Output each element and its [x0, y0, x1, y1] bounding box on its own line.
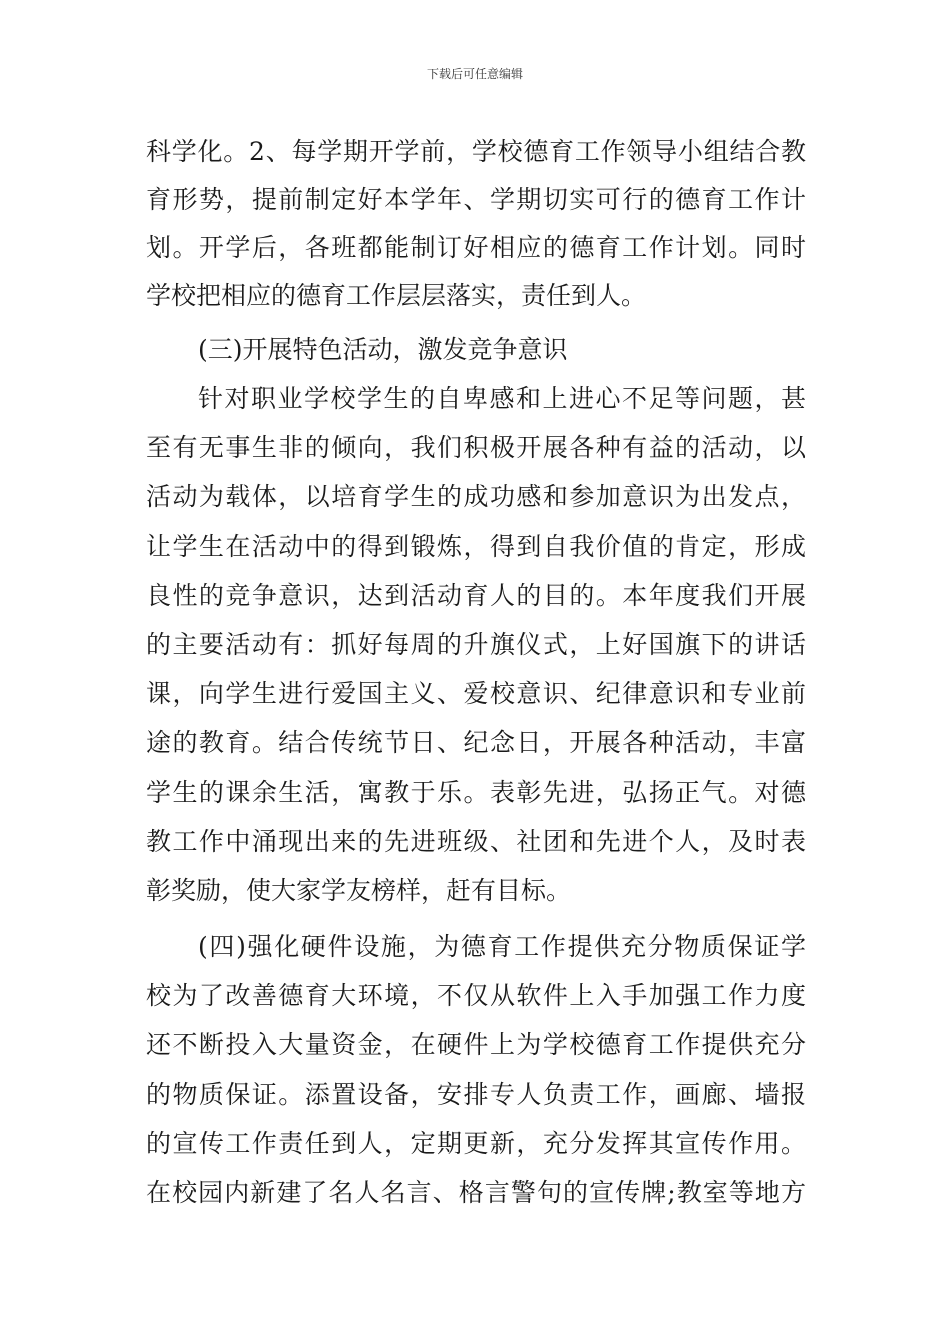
text-line: 还不断投入大量资金，在硬件上为学校德育工作提供充分	[146, 1030, 806, 1059]
text-line: 良性的竞争意识，达到活动育人的目的。本年度我们开展	[146, 581, 806, 610]
text-line: 途的教育。结合传统节日、纪念日，开展各种活动，丰富	[146, 728, 806, 757]
text-line: 的物质保证。添置设备，安排专人负责工作，画廊、墙报	[146, 1080, 806, 1109]
text-line: 课，向学生进行爱国主义、爱校意识、纪律意识和专业前	[146, 679, 806, 708]
text-line: 彰奖励，使大家学友榜样，赶有目标。	[146, 876, 572, 905]
text-line: 让学生在活动中的得到锻炼，得到自我价值的肯定，形成	[146, 532, 806, 561]
section-heading: (三)开展特色活动，激发竞争意识	[198, 335, 568, 364]
text-line: 学校把相应的德育工作层层落实，责任到人。	[146, 281, 647, 310]
text-line: 活动为载体，以培育学生的成功感和参加意识为出发点，	[146, 482, 806, 511]
text-line: 的主要活动有：抓好每周的升旗仪式，上好国旗下的讲话	[146, 630, 806, 659]
text-line: 划。开学后，各班都能制订好相应的德育工作计划。同时	[146, 233, 806, 262]
text-line: 的宣传工作责任到人，定期更新，充分发挥其宣传作用。	[146, 1129, 806, 1158]
text-line: 科学化。2、每学期开学前，学校德育工作领导小组结合教	[146, 137, 806, 166]
text-line: 育形势，提前制定好本学年、学期切实可行的德育工作计	[146, 185, 806, 214]
text-line: 至有无事生非的倾向，我们积极开展各种有益的活动，以	[146, 433, 806, 462]
text-line: 教工作中涌现出来的先进班级、社团和先进个人，及时表	[146, 827, 806, 856]
text-line: 学生的课余生活，寓教于乐。表彰先进，弘扬正气。对德	[146, 778, 806, 807]
page-header: 下载后可任意编辑	[426, 67, 523, 81]
text-line: 在校园内新建了名人名言、格言警句的宣传牌;教室等地方	[146, 1178, 806, 1207]
text-line: 校为了改善德育大环境，不仅从软件上入手加强工作力度	[146, 981, 806, 1010]
section-heading: (四)强化硬件设施，为德育工作提供充分物质保证学	[198, 932, 806, 961]
text-line: 针对职业学校学生的自卑感和上进心不足等问题，甚	[198, 384, 806, 413]
